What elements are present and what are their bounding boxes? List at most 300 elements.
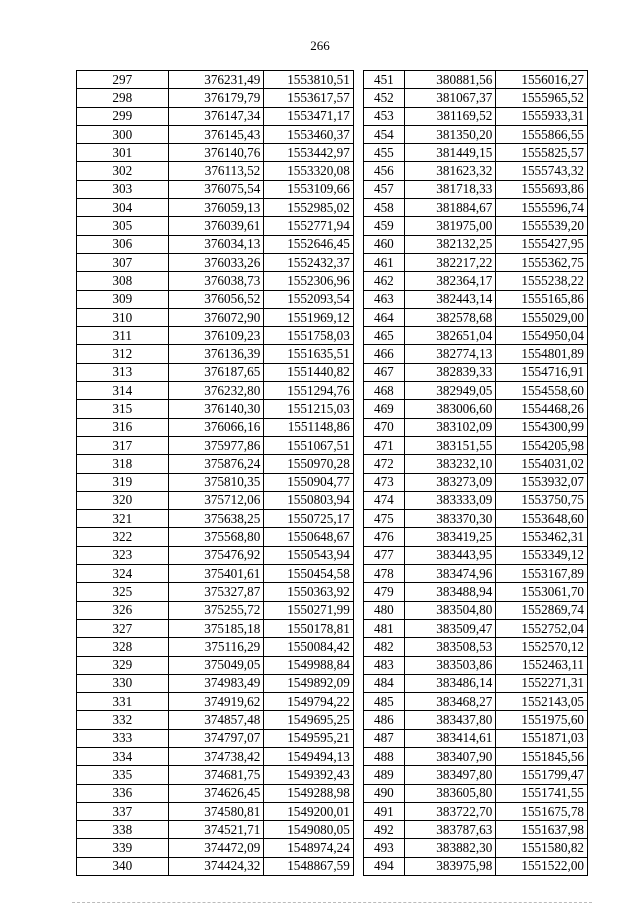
point-number-left: 314: [77, 382, 169, 400]
point-number-right: 485: [364, 693, 405, 711]
y-coordinate-right: 1555539,20: [496, 217, 588, 235]
column-gap: [353, 89, 363, 107]
point-number-left: 317: [77, 436, 169, 454]
x-coordinate-right: 383605,80: [404, 784, 496, 802]
table-row: [77, 583, 588, 601]
point-number-left: 311: [77, 327, 169, 345]
point-number-right: 493: [364, 839, 405, 857]
x-coordinate-right: 383468,27: [404, 693, 496, 711]
y-coordinate-left: 1551758,03: [264, 327, 354, 345]
y-coordinate-right: 1551799,47: [496, 766, 588, 784]
y-coordinate-right: 1554801,89: [496, 345, 588, 363]
x-coordinate-left: 375568,80: [168, 528, 264, 546]
x-coordinate-right: 383497,80: [404, 766, 496, 784]
y-coordinate-left: 1551440,82: [264, 363, 354, 381]
table-row: [77, 802, 588, 820]
point-number-right: 471: [364, 436, 405, 454]
x-coordinate-left: 376038,73: [168, 272, 264, 290]
point-number-left: 298: [77, 89, 169, 107]
x-coordinate-left: 374797,07: [168, 729, 264, 747]
column-gap: [353, 839, 363, 857]
x-coordinate-right: 383509,47: [404, 619, 496, 637]
x-coordinate-left: 374857,48: [168, 711, 264, 729]
x-coordinate-left: 376109,23: [168, 327, 264, 345]
column-gap: [353, 601, 363, 619]
y-coordinate-right: 1551871,03: [496, 729, 588, 747]
y-coordinate-left: 1550178,81: [264, 619, 354, 637]
x-coordinate-left: 374626,45: [168, 784, 264, 802]
point-number-left: 335: [77, 766, 169, 784]
x-coordinate-left: 375401,61: [168, 565, 264, 583]
point-number-left: 339: [77, 839, 169, 857]
y-coordinate-left: 1549494,13: [264, 747, 354, 765]
y-coordinate-left: 1548867,59: [264, 857, 354, 875]
y-coordinate-left: 1550803,94: [264, 491, 354, 509]
column-gap: [353, 308, 363, 326]
column-gap: [353, 363, 363, 381]
column-gap: [353, 693, 363, 711]
x-coordinate-left: 376075,54: [168, 180, 264, 198]
point-number-right: 475: [364, 510, 405, 528]
x-coordinate-right: 383486,14: [404, 674, 496, 692]
y-coordinate-left: 1553109,66: [264, 180, 354, 198]
x-coordinate-left: 374472,09: [168, 839, 264, 857]
table-row: [77, 235, 588, 253]
table-row: [77, 766, 588, 784]
x-coordinate-left: 376072,90: [168, 308, 264, 326]
column-gap: [353, 802, 363, 820]
point-number-left: 318: [77, 455, 169, 473]
column-gap: [353, 290, 363, 308]
point-number-right: 466: [364, 345, 405, 363]
x-coordinate-left: 376033,26: [168, 253, 264, 271]
table-row: [77, 638, 588, 656]
point-number-right: 468: [364, 382, 405, 400]
y-coordinate-left: 1551215,03: [264, 400, 354, 418]
x-coordinate-right: 383508,53: [404, 638, 496, 656]
table-row: [77, 253, 588, 271]
point-number-left: 306: [77, 235, 169, 253]
y-coordinate-left: 1553617,57: [264, 89, 354, 107]
point-number-left: 308: [77, 272, 169, 290]
point-number-left: 304: [77, 199, 169, 217]
point-number-left: 340: [77, 857, 169, 875]
y-coordinate-left: 1553810,51: [264, 71, 354, 89]
point-number-right: 455: [364, 144, 405, 162]
y-coordinate-right: 1551637,98: [496, 821, 588, 839]
x-coordinate-left: 376034,13: [168, 235, 264, 253]
column-gap: [353, 345, 363, 363]
column-gap: [353, 199, 363, 217]
x-coordinate-left: 375712,06: [168, 491, 264, 509]
y-coordinate-left: 1549695,25: [264, 711, 354, 729]
point-number-left: 330: [77, 674, 169, 692]
x-coordinate-right: 383419,25: [404, 528, 496, 546]
y-coordinate-left: 1552306,96: [264, 272, 354, 290]
table-row: [77, 400, 588, 418]
x-coordinate-left: 375810,35: [168, 473, 264, 491]
x-coordinate-right: 383437,80: [404, 711, 496, 729]
point-number-right: 476: [364, 528, 405, 546]
point-number-left: 300: [77, 125, 169, 143]
x-coordinate-right: 381449,15: [404, 144, 496, 162]
point-number-left: 301: [77, 144, 169, 162]
column-gap: [353, 71, 363, 89]
point-number-left: 313: [77, 363, 169, 381]
x-coordinate-right: 383488,94: [404, 583, 496, 601]
x-coordinate-left: 375977,86: [168, 436, 264, 454]
y-coordinate-right: 1552271,31: [496, 674, 588, 692]
x-coordinate-right: 381975,00: [404, 217, 496, 235]
point-number-right: 460: [364, 235, 405, 253]
y-coordinate-left: 1553320,08: [264, 162, 354, 180]
x-coordinate-right: 383151,55: [404, 436, 496, 454]
y-coordinate-left: 1549392,43: [264, 766, 354, 784]
point-number-left: 307: [77, 253, 169, 271]
point-number-left: 312: [77, 345, 169, 363]
y-coordinate-left: 1552432,37: [264, 253, 354, 271]
x-coordinate-right: 383504,80: [404, 601, 496, 619]
column-gap: [353, 382, 363, 400]
point-number-right: 464: [364, 308, 405, 326]
point-number-right: 470: [364, 418, 405, 436]
x-coordinate-right: 383975,98: [404, 857, 496, 875]
point-number-right: 474: [364, 491, 405, 509]
table-row: [77, 272, 588, 290]
table-row: [77, 601, 588, 619]
x-coordinate-left: 375476,92: [168, 546, 264, 564]
x-coordinate-left: 374738,42: [168, 747, 264, 765]
point-number-left: 336: [77, 784, 169, 802]
y-coordinate-left: 1549892,09: [264, 674, 354, 692]
y-coordinate-left: 1550084,42: [264, 638, 354, 656]
page-bottom-line: [72, 902, 592, 903]
point-number-right: 462: [364, 272, 405, 290]
point-number-right: 483: [364, 656, 405, 674]
table-row: [77, 144, 588, 162]
point-number-right: 491: [364, 802, 405, 820]
y-coordinate-left: 1550271,99: [264, 601, 354, 619]
point-number-left: 329: [77, 656, 169, 674]
column-gap: [353, 766, 363, 784]
column-gap: [353, 656, 363, 674]
point-number-left: 331: [77, 693, 169, 711]
y-coordinate-right: 1554205,98: [496, 436, 588, 454]
x-coordinate-left: 376066,16: [168, 418, 264, 436]
y-coordinate-right: 1556016,27: [496, 71, 588, 89]
point-number-right: 494: [364, 857, 405, 875]
table-row: [77, 125, 588, 143]
point-number-left: 310: [77, 308, 169, 326]
y-coordinate-right: 1554300,99: [496, 418, 588, 436]
column-gap: [353, 619, 363, 637]
point-number-right: 489: [364, 766, 405, 784]
y-coordinate-left: 1552771,94: [264, 217, 354, 235]
table-row: [77, 418, 588, 436]
point-number-left: 325: [77, 583, 169, 601]
x-coordinate-right: 381718,33: [404, 180, 496, 198]
point-number-right: 486: [364, 711, 405, 729]
table-row: [77, 546, 588, 564]
x-coordinate-left: 375327,87: [168, 583, 264, 601]
column-gap: [353, 418, 363, 436]
point-number-left: 302: [77, 162, 169, 180]
y-coordinate-right: 1551975,60: [496, 711, 588, 729]
x-coordinate-left: 375255,72: [168, 601, 264, 619]
table-row: [77, 180, 588, 198]
y-coordinate-left: 1549080,05: [264, 821, 354, 839]
y-coordinate-right: 1555238,22: [496, 272, 588, 290]
x-coordinate-right: 381067,37: [404, 89, 496, 107]
y-coordinate-right: 1555825,57: [496, 144, 588, 162]
point-number-right: 459: [364, 217, 405, 235]
table-row: [77, 455, 588, 473]
point-number-right: 477: [364, 546, 405, 564]
point-number-right: 484: [364, 674, 405, 692]
column-gap: [353, 510, 363, 528]
point-number-left: 322: [77, 528, 169, 546]
coordinates-table: [76, 70, 588, 876]
column-gap: [353, 565, 363, 583]
y-coordinate-right: 1553648,60: [496, 510, 588, 528]
y-coordinate-right: 1553167,89: [496, 565, 588, 583]
x-coordinate-left: 374580,81: [168, 802, 264, 820]
x-coordinate-left: 376179,79: [168, 89, 264, 107]
x-coordinate-left: 376039,61: [168, 217, 264, 235]
point-number-right: 479: [364, 583, 405, 601]
y-coordinate-right: 1555743,32: [496, 162, 588, 180]
column-gap: [353, 583, 363, 601]
x-coordinate-left: 376145,43: [168, 125, 264, 143]
point-number-left: 332: [77, 711, 169, 729]
point-number-right: 452: [364, 89, 405, 107]
y-coordinate-left: 1551148,86: [264, 418, 354, 436]
table-row: [77, 510, 588, 528]
point-number-left: 319: [77, 473, 169, 491]
y-coordinate-left: 1549595,21: [264, 729, 354, 747]
table-row: [77, 839, 588, 857]
x-coordinate-left: 375638,25: [168, 510, 264, 528]
y-coordinate-right: 1553349,12: [496, 546, 588, 564]
point-number-left: 323: [77, 546, 169, 564]
column-gap: [353, 857, 363, 875]
y-coordinate-right: 1552570,12: [496, 638, 588, 656]
table-row: [77, 565, 588, 583]
point-number-right: 457: [364, 180, 405, 198]
column-gap: [353, 455, 363, 473]
column-gap: [353, 180, 363, 198]
x-coordinate-left: 376140,30: [168, 400, 264, 418]
table-row: [77, 528, 588, 546]
point-number-left: 334: [77, 747, 169, 765]
page-number: 266: [310, 38, 330, 53]
x-coordinate-left: 375049,05: [168, 656, 264, 674]
x-coordinate-left: 375116,29: [168, 638, 264, 656]
y-coordinate-right: 1555362,75: [496, 253, 588, 271]
point-number-left: 338: [77, 821, 169, 839]
x-coordinate-right: 382217,22: [404, 253, 496, 271]
x-coordinate-left: 374919,62: [168, 693, 264, 711]
x-coordinate-right: 382651,04: [404, 327, 496, 345]
point-number-left: 297: [77, 71, 169, 89]
y-coordinate-left: 1552093,54: [264, 290, 354, 308]
x-coordinate-right: 383232,10: [404, 455, 496, 473]
point-number-left: 333: [77, 729, 169, 747]
point-number-right: 488: [364, 747, 405, 765]
table-row: [77, 747, 588, 765]
table-row: [77, 491, 588, 509]
point-number-left: 299: [77, 107, 169, 125]
table-row: [77, 290, 588, 308]
column-gap: [353, 217, 363, 235]
y-coordinate-left: 1550363,92: [264, 583, 354, 601]
point-number-right: 473: [364, 473, 405, 491]
y-coordinate-left: 1549200,01: [264, 802, 354, 820]
point-number-left: 316: [77, 418, 169, 436]
x-coordinate-right: 383370,30: [404, 510, 496, 528]
point-number-left: 328: [77, 638, 169, 656]
y-coordinate-left: 1549794,22: [264, 693, 354, 711]
point-number-right: 467: [364, 363, 405, 381]
y-coordinate-right: 1552463,11: [496, 656, 588, 674]
y-coordinate-right: 1554031,02: [496, 455, 588, 473]
x-coordinate-right: 383333,09: [404, 491, 496, 509]
column-gap: [353, 638, 363, 656]
x-coordinate-left: 375876,24: [168, 455, 264, 473]
column-gap: [353, 784, 363, 802]
point-number-left: 327: [77, 619, 169, 637]
column-gap: [353, 729, 363, 747]
column-gap: [353, 162, 363, 180]
x-coordinate-right: 383443,95: [404, 546, 496, 564]
x-coordinate-right: 381169,52: [404, 107, 496, 125]
table-row: [77, 308, 588, 326]
y-coordinate-right: 1554558,60: [496, 382, 588, 400]
point-number-left: 324: [77, 565, 169, 583]
point-number-right: 461: [364, 253, 405, 271]
column-gap: [353, 528, 363, 546]
table-row: [77, 619, 588, 637]
column-gap: [353, 821, 363, 839]
y-coordinate-right: 1553932,07: [496, 473, 588, 491]
x-coordinate-left: 376136,39: [168, 345, 264, 363]
y-coordinate-right: 1554468,26: [496, 400, 588, 418]
column-gap: [353, 253, 363, 271]
x-coordinate-right: 380881,56: [404, 71, 496, 89]
y-coordinate-right: 1554950,04: [496, 327, 588, 345]
point-number-right: 463: [364, 290, 405, 308]
point-number-left: 309: [77, 290, 169, 308]
point-number-left: 305: [77, 217, 169, 235]
column-gap: [353, 491, 363, 509]
table-row: [77, 821, 588, 839]
column-gap: [353, 400, 363, 418]
x-coordinate-right: 383474,96: [404, 565, 496, 583]
column-gap: [353, 327, 363, 345]
x-coordinate-right: 383102,09: [404, 418, 496, 436]
x-coordinate-right: 382949,05: [404, 382, 496, 400]
table-row: [77, 345, 588, 363]
y-coordinate-left: 1552985,02: [264, 199, 354, 217]
x-coordinate-right: 383882,30: [404, 839, 496, 857]
column-gap: [353, 107, 363, 125]
table-row: [77, 217, 588, 235]
x-coordinate-right: 381884,67: [404, 199, 496, 217]
point-number-right: 482: [364, 638, 405, 656]
y-coordinate-left: 1553471,17: [264, 107, 354, 125]
y-coordinate-left: 1550454,58: [264, 565, 354, 583]
y-coordinate-left: 1550725,17: [264, 510, 354, 528]
column-gap: [353, 272, 363, 290]
y-coordinate-right: 1555596,74: [496, 199, 588, 217]
column-gap: [353, 125, 363, 143]
table-row: [77, 784, 588, 802]
x-coordinate-right: 382364,17: [404, 272, 496, 290]
point-number-left: 326: [77, 601, 169, 619]
point-number-right: 480: [364, 601, 405, 619]
y-coordinate-left: 1553460,37: [264, 125, 354, 143]
column-gap: [353, 436, 363, 454]
y-coordinate-left: 1552646,45: [264, 235, 354, 253]
x-coordinate-right: 383787,63: [404, 821, 496, 839]
y-coordinate-left: 1551969,12: [264, 308, 354, 326]
table-row: [77, 436, 588, 454]
coordinates-table-body: [77, 71, 588, 876]
y-coordinate-right: 1551845,56: [496, 747, 588, 765]
y-coordinate-right: 1551675,78: [496, 802, 588, 820]
column-gap: [353, 711, 363, 729]
point-number-left: 321: [77, 510, 169, 528]
y-coordinate-right: 1552869,74: [496, 601, 588, 619]
y-coordinate-right: 1555933,31: [496, 107, 588, 125]
table-row: [77, 199, 588, 217]
y-coordinate-left: 1549988,84: [264, 656, 354, 674]
point-number-left: 337: [77, 802, 169, 820]
y-coordinate-left: 1550648,67: [264, 528, 354, 546]
y-coordinate-right: 1553462,31: [496, 528, 588, 546]
table-row: [77, 327, 588, 345]
point-number-left: 315: [77, 400, 169, 418]
column-gap: [353, 747, 363, 765]
x-coordinate-right: 381350,20: [404, 125, 496, 143]
x-coordinate-left: 376113,52: [168, 162, 264, 180]
y-coordinate-right: 1551522,00: [496, 857, 588, 875]
table-row: [77, 674, 588, 692]
y-coordinate-left: 1550543,94: [264, 546, 354, 564]
y-coordinate-left: 1548974,24: [264, 839, 354, 857]
x-coordinate-left: 374983,49: [168, 674, 264, 692]
y-coordinate-right: 1555165,86: [496, 290, 588, 308]
point-number-right: 481: [364, 619, 405, 637]
point-number-left: 303: [77, 180, 169, 198]
y-coordinate-right: 1555029,00: [496, 308, 588, 326]
x-coordinate-right: 383414,61: [404, 729, 496, 747]
column-gap: [353, 473, 363, 491]
table-row: [77, 382, 588, 400]
table-row: [77, 71, 588, 89]
x-coordinate-right: 383722,70: [404, 802, 496, 820]
x-coordinate-left: 375185,18: [168, 619, 264, 637]
x-coordinate-left: 376140,76: [168, 144, 264, 162]
column-gap: [353, 144, 363, 162]
y-coordinate-right: 1551741,55: [496, 784, 588, 802]
x-coordinate-right: 382443,14: [404, 290, 496, 308]
x-coordinate-left: 376232,80: [168, 382, 264, 400]
point-number-right: 472: [364, 455, 405, 473]
x-coordinate-left: 376059,13: [168, 199, 264, 217]
y-coordinate-right: 1551580,82: [496, 839, 588, 857]
y-coordinate-right: 1553750,75: [496, 491, 588, 509]
